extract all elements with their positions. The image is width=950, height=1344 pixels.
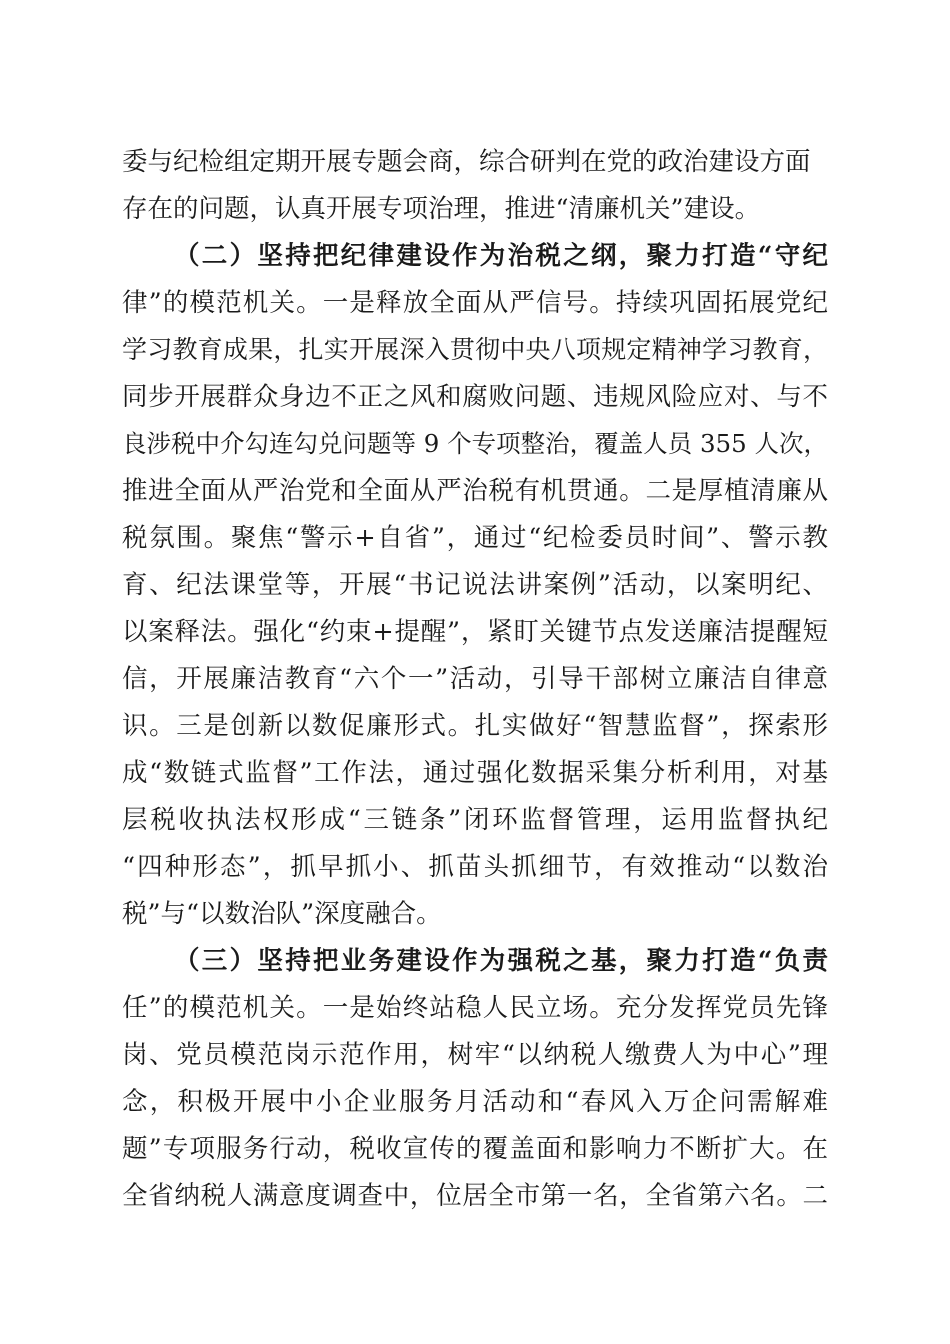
- text-line: 良涉税中介勾连勾兑问题等 9 个专项整治，覆盖人员 355 人次，: [122, 429, 828, 458]
- text-line: 推进全面从严治党和全面从严治税有机贯通。二是厚植清廉从: [122, 476, 828, 506]
- text-line: 信，开展廉洁教育“六个一”活动，引导干部树立廉洁自律意: [122, 664, 828, 694]
- text-line: 任”的模范机关。一是始终站稳人民立场。充分发挥党员先锋: [122, 993, 828, 1023]
- text-line: 念，积极开展中小企业服务月活动和“春风入万企问需解难: [122, 1087, 828, 1117]
- text-line: 岗、党员模范岗示范作用，树牢“以纳税人缴费人为中心”理: [122, 1040, 828, 1070]
- text-line: 以案释法。强化“约束+提醒”，紧盯关键节点发送廉洁提醒短: [122, 617, 828, 647]
- text-line: 同步开展群众身边不正之风和腐败问题、违规风险应对、与不: [122, 382, 828, 412]
- text-line: 存在的问题，认真开展专项治理，推进“清廉机关”建设。: [122, 194, 761, 224]
- text-line: 成“数链式监督”工作法，通过强化数据采集分析利用，对基: [122, 758, 828, 788]
- text-line: 全省纳税人满意度调查中，位居全市第一名，全省第六名。二: [122, 1181, 828, 1211]
- text-line: 学习教育成果，扎实开展深入贯彻中央八项规定精神学习教育，: [122, 335, 828, 364]
- text-line: 税氛围。聚焦“警示+自省”，通过“纪检委员时间”、警示教: [122, 523, 828, 553]
- text-line: 识。三是创新以数促廉形式。扎实做好“智慧监督”，探索形: [122, 711, 828, 741]
- section-heading-line: （三）坚持把业务建设作为强税之基，聚力打造“负责: [174, 946, 828, 976]
- text-line: 委与纪检组定期开展专题会商，综合研判在党的政治建设方面: [122, 147, 811, 177]
- text-line: 层税收执法权形成“三链条”闭环监督管理，运用监督执纪: [122, 805, 828, 835]
- text-line: 税”与“以数治队”深度融合。: [122, 899, 442, 929]
- text-line: “四种形态”，抓早抓小、抓苗头抓细节，有效推动“以数治: [122, 852, 828, 882]
- section-heading-line: （二）坚持把纪律建设作为治税之纲，聚力打造“守纪: [174, 241, 828, 271]
- text-line: 律”的模范机关。一是释放全面从严信号。持续巩固拓展党纪: [122, 288, 828, 318]
- text-line: 题”专项服务行动，税收宣传的覆盖面和影响力不断扩大。在: [122, 1134, 828, 1164]
- text-line: 育、纪法课堂等，开展“书记说法讲案例”活动，以案明纪、: [122, 570, 828, 600]
